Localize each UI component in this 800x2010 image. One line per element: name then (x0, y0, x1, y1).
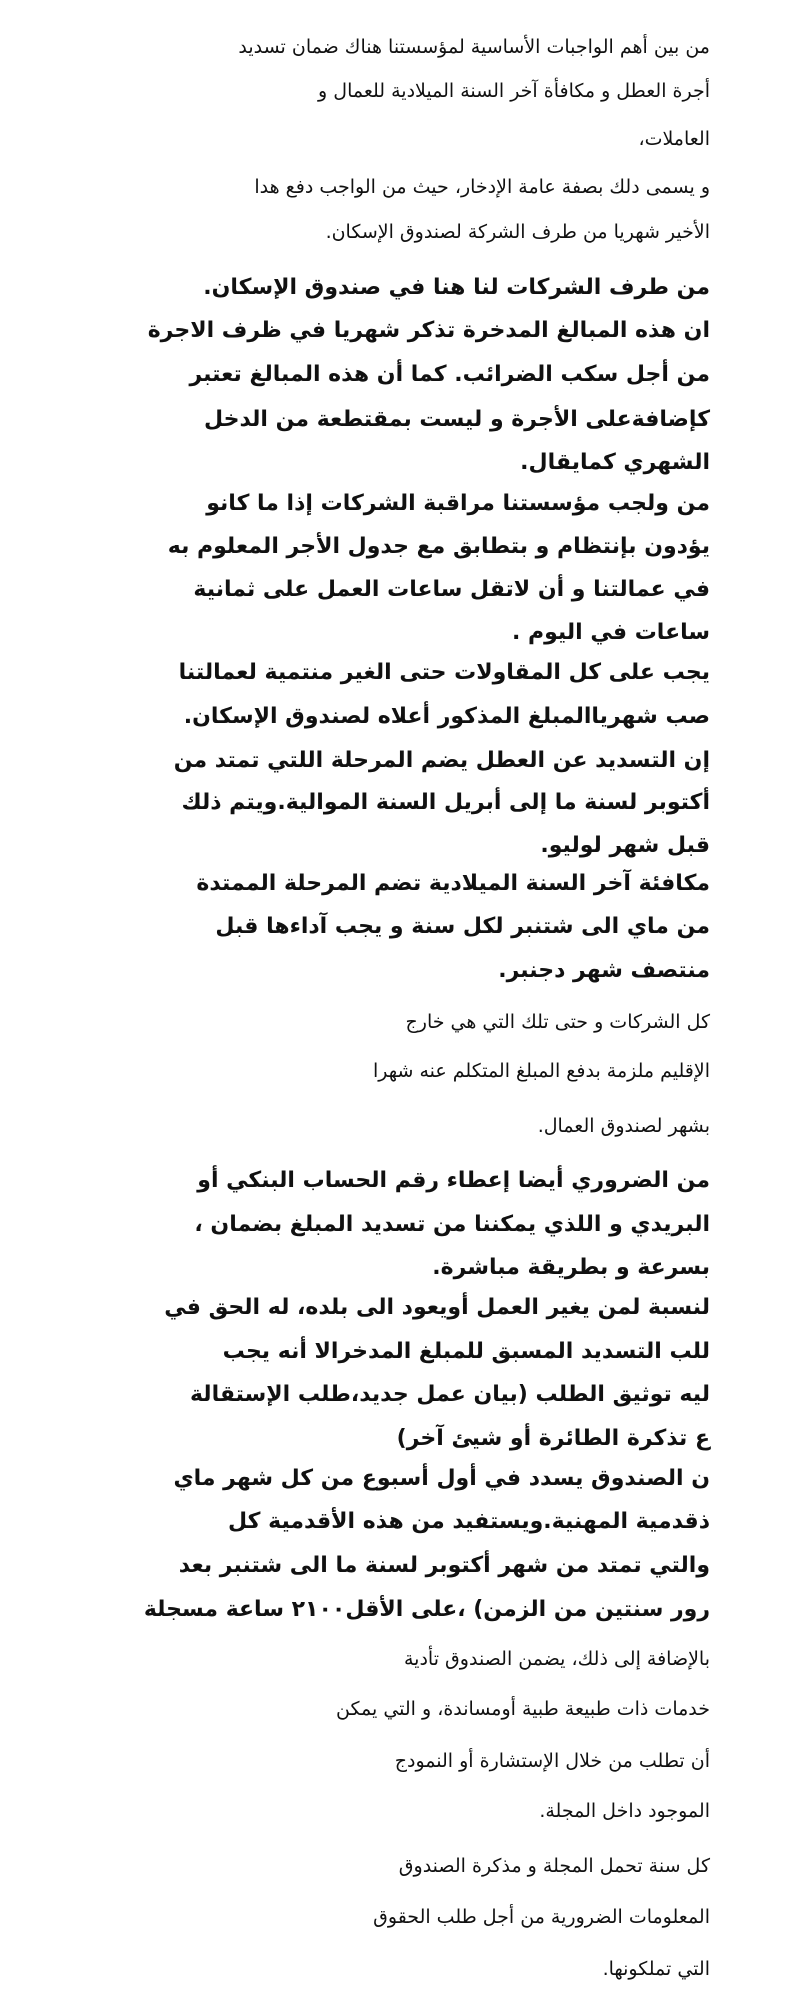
text-line: الأخير شهريا من طرف الشركة لصندوق الإسكان. (325, 221, 710, 243)
text-line: العاملات، (638, 128, 710, 150)
text-line: قبل شهر لوليو. (540, 833, 710, 858)
text-line: البريدي و اللذي يمكننا من تسديد المبلغ بضمان ، (194, 1212, 710, 1237)
text-line: بسرعة و بطريقة مباشرة. (432, 1255, 710, 1280)
text-line: الشهري كمايقال. (520, 450, 710, 475)
text-line: صب شهرياالمبلغ المذكور أعلاه لصندوق الإسكان. (183, 704, 710, 729)
text-line: كل سنة تحمل المجلة و مذكرة الصندوق (398, 1855, 710, 1877)
text-line: أن تطلب من خلال الإستشارة أو النمودج (394, 1750, 710, 1772)
text-line: والتي تمتد من شهر أكتوبر لسنة ما الى شتنبر بعد (178, 1553, 710, 1578)
text-line: و يسمى دلك بصفة عامة الإدخار، حيث من الواجب دفع هدا (254, 176, 710, 198)
text-line: من بين أهم الواجبات الأساسية لمؤسستنا هناك ضمان تسديد (238, 36, 710, 58)
text-line: كإضافةعلى الأجرة و ليست بمقتطعة من الدخل (203, 407, 710, 432)
text-line: مكافئة آخر السنة الميلادية تضم المرحلة الممتدة (196, 871, 710, 896)
text-line: بالإضافة إلى ذلك، يضمن الصندوق تأدية (404, 1648, 710, 1670)
text-line: المعلومات الضرورية من أجل طلب الحقوق (373, 1906, 710, 1928)
text-line: يجب على كل المقاولات حتى الغير منتمية لعمالتنا (178, 660, 710, 685)
text-line: لنسبة لمن يغير العمل أويعود الى بلده، له الحق في (164, 1295, 710, 1320)
text-line: أجرة العطل و مكافأة آخر السنة الميلادية للعمال و (318, 80, 710, 102)
text-line: التي تملكونها. (602, 1958, 710, 1980)
text-line: من أجل سكب الضرائب. كما أن هذه المبالغ تعتبر (189, 362, 710, 387)
text-line: يؤدون بإنتظام و بتطابق مع جدول الأجر المعلوم به (167, 534, 710, 559)
text-line: كل الشركات و حتى تلك التي هي خارج (405, 1011, 710, 1033)
text-line: رور سنتين من الزمن) ،على الأقل٢١٠٠ ساعة مسجلة (143, 1597, 710, 1622)
text-line: بشهر لصندوق العمال. (537, 1115, 710, 1137)
text-line: من ماي الى شتنبر لكل سنة و يجب آداءها قبل (215, 914, 710, 939)
text-line: من ولجب مؤسستنا مراقبة الشركات إذا ما كانو (206, 491, 710, 516)
text-line: الموجود داخل المجلة. (539, 1800, 710, 1822)
text-line: في عمالتنا و أن لاتقل ساعات العمل على ثمانية (193, 577, 710, 602)
text-line: إن التسديد عن العطل يضم المرحلة اللتي تمتد من (173, 748, 710, 773)
text-line: ليه توثيق الطلب (بيان عمل جديد،طلب الإستقالة (189, 1382, 710, 1407)
text-line: أكتوبر لسنة ما إلى أبريل السنة الموالية.ويتم ذلك (181, 790, 710, 815)
text-line: للب التسديد المسبق للمبلغ المدخرالا أنه يجب (222, 1339, 710, 1364)
text-line: ذقدمية المهنية.ويستفيد من هذه الأقدمية كل (228, 1509, 710, 1534)
text-line: ن الصندوق يسدد في أول أسبوع من كل شهر ماي (173, 1466, 710, 1491)
text-line: منتصف شهر دجنبر. (498, 958, 710, 983)
text-line: ان هذه المبالغ المدخرة تذكر شهريا في ظرف الاجرة (147, 318, 710, 343)
text-line: ع تذكرة الطائرة أو شيئ آخر) (396, 1426, 710, 1451)
text-line: من الضروري أيضا إعطاء رقم الحساب البنكي أو (197, 1168, 710, 1193)
text-line: خدمات ذات طبيعة طبية أومساندة، و التي يمكن (336, 1698, 710, 1720)
text-line: ساعات في اليوم . (512, 620, 710, 645)
text-line: الإقليم ملزمة بدفع المبلغ المتكلم عنه شهرا (373, 1060, 710, 1082)
text-line: من طرف الشركات لنا هنا في صندوق الإسكان. (203, 275, 710, 300)
